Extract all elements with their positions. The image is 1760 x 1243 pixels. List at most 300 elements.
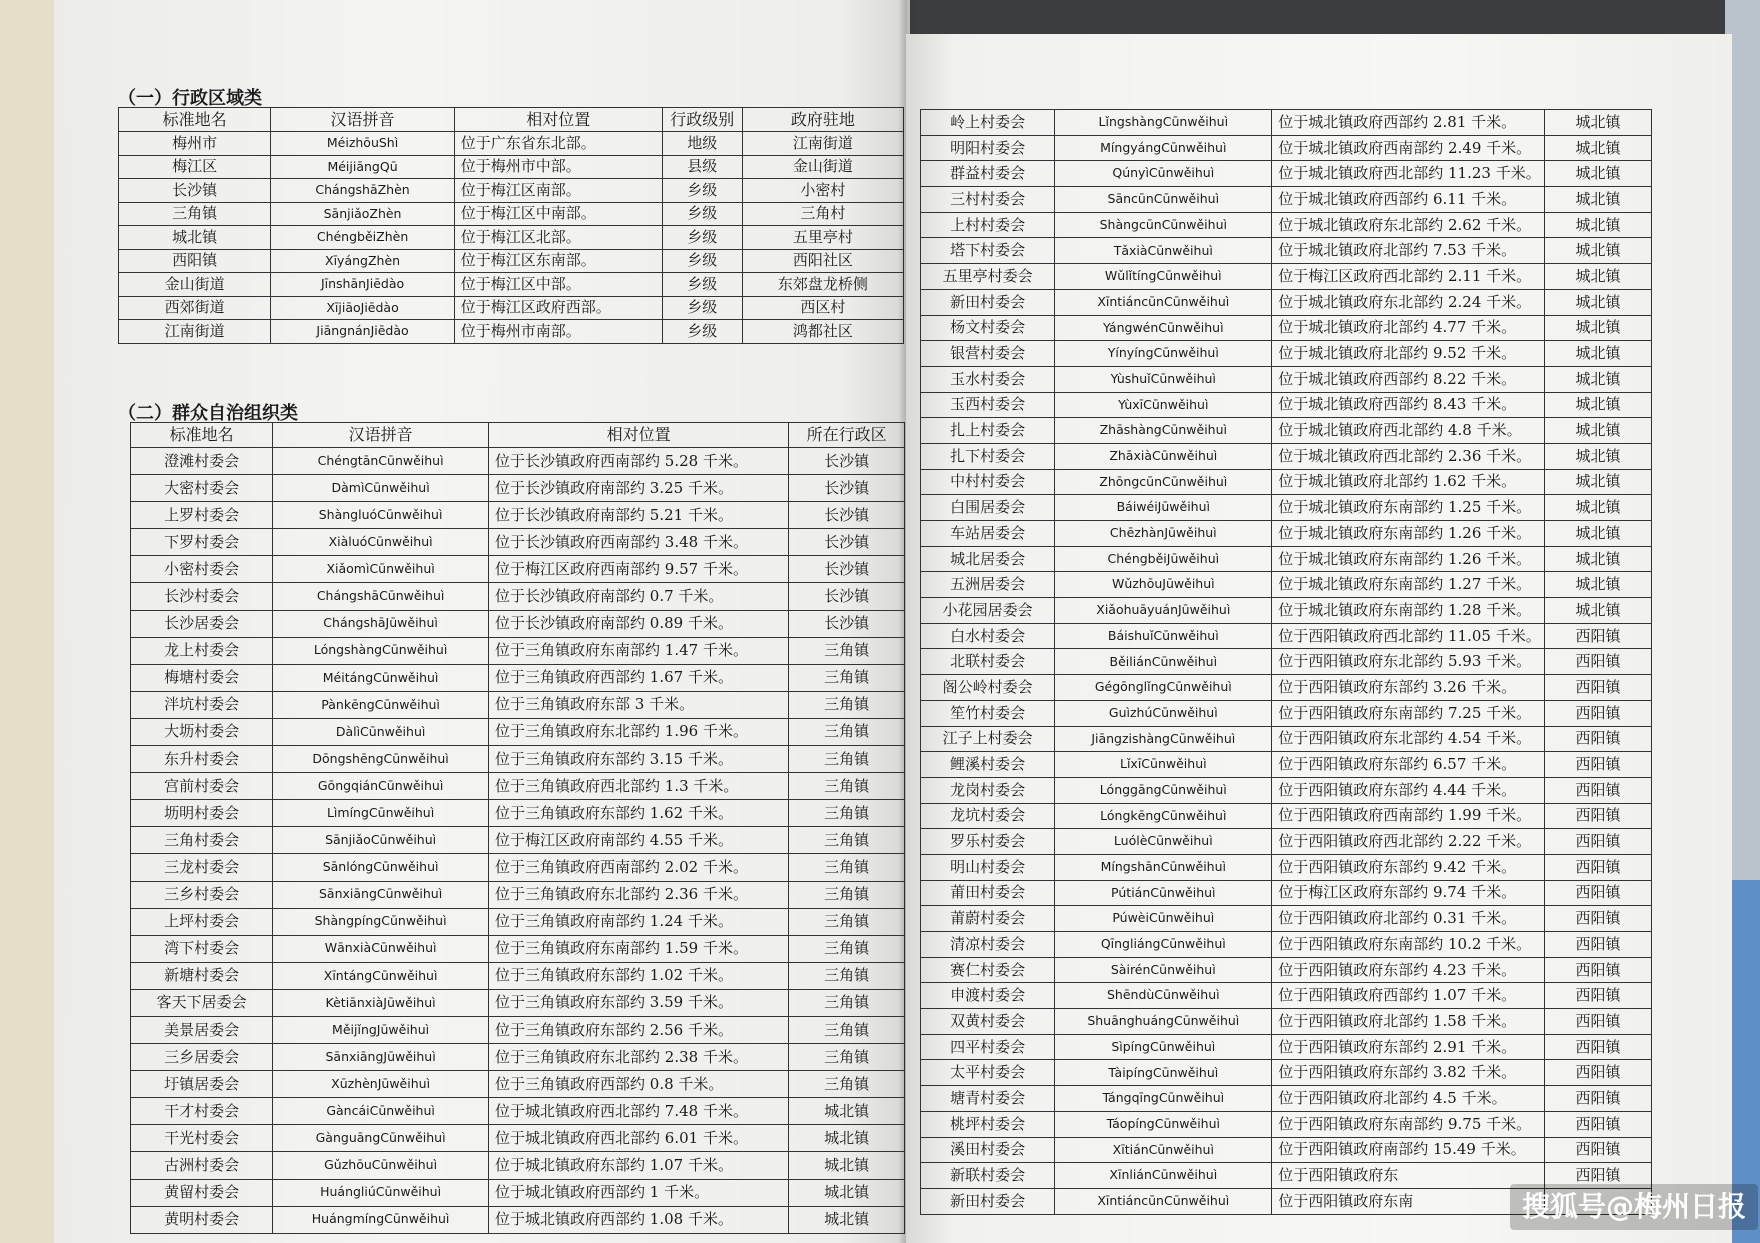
table-cell: 位于梅江区政府东部约 9.74 千米。 bbox=[1272, 880, 1545, 906]
table-cell: SānjiǎoZhèn bbox=[271, 202, 454, 226]
table-cell: 位于西阳镇政府西南部约 1.99 千米。 bbox=[1272, 803, 1545, 829]
table-cell: 位于城北镇政府西南部约 2.49 千米。 bbox=[1272, 135, 1545, 161]
table-cell: 城北镇 bbox=[1545, 366, 1652, 392]
table-cell: TàipíngCūnwěihuì bbox=[1055, 1060, 1272, 1086]
table-row bbox=[921, 829, 1652, 855]
table-cell: TángqīngCūnwěihuì bbox=[1055, 1086, 1272, 1112]
table-cell: 城北镇 bbox=[1545, 495, 1652, 521]
table-cell: 位于长沙镇政府西南部约 3.48 千米。 bbox=[489, 529, 789, 556]
table-cell: LǐngshàngCūnwěihuì bbox=[1055, 110, 1272, 136]
table-row bbox=[921, 1111, 1652, 1137]
table-row bbox=[131, 691, 905, 718]
table-cell: XiǎohuāyuánJūwěihuì bbox=[1055, 598, 1272, 624]
table-cell: 位于城北镇政府东南部约 1.26 千米。 bbox=[1272, 521, 1545, 547]
table-cell: 银营村委会 bbox=[921, 341, 1055, 367]
table-cell: 位于长沙镇政府南部约 0.7 千米。 bbox=[489, 583, 789, 610]
table-cell: 位于城北镇政府西部约 8.22 千米。 bbox=[1272, 366, 1545, 392]
table-cell: 梅江区 bbox=[119, 155, 271, 179]
table-row bbox=[921, 906, 1652, 932]
table-cell: 三角镇 bbox=[119, 202, 271, 226]
table-cell: 位于城北镇政府西北部约 11.23 千米。 bbox=[1272, 161, 1545, 187]
table-cell: 大坜村委会 bbox=[131, 718, 273, 745]
table-cell: 长沙村委会 bbox=[131, 583, 273, 610]
table-cell: 溪田村委会 bbox=[921, 1137, 1055, 1163]
table-cell: TáopíngCūnwěihuì bbox=[1055, 1111, 1272, 1137]
table-cell: 西阳镇 bbox=[1545, 649, 1652, 675]
table-cell: 申渡村委会 bbox=[921, 983, 1055, 1009]
column-header: 相对位置 bbox=[489, 423, 789, 448]
table-row bbox=[921, 777, 1652, 803]
table-cell: 城北镇 bbox=[789, 1206, 905, 1233]
table-cell: 西阳镇 bbox=[1545, 1111, 1652, 1137]
table-row bbox=[119, 226, 904, 250]
table-cell: 西阳镇 bbox=[1545, 1034, 1652, 1060]
table-cell: 城北镇 bbox=[789, 1125, 905, 1152]
table-cell: 三角镇 bbox=[789, 827, 905, 854]
table-cell: 位于西阳镇政府东南部约 7.25 千米。 bbox=[1272, 700, 1545, 726]
table-cell: 位于城北镇政府北部约 9.52 千米。 bbox=[1272, 341, 1545, 367]
table-cell: 龙岗村委会 bbox=[921, 777, 1055, 803]
table-cell: 城北镇 bbox=[1545, 315, 1652, 341]
table-cell: 位于西阳镇政府北部约 1.58 千米。 bbox=[1272, 1009, 1545, 1035]
table-cell: 五洲居委会 bbox=[921, 572, 1055, 598]
table-cell: 位于城北镇政府东北部约 2.24 千米。 bbox=[1272, 289, 1545, 315]
table-cell: 西阳镇 bbox=[1545, 700, 1652, 726]
table-row bbox=[921, 315, 1652, 341]
table-row bbox=[921, 546, 1652, 572]
table-cell: ChéngtānCūnwěihuì bbox=[273, 448, 489, 475]
table-cell: 上坪村委会 bbox=[131, 908, 273, 935]
table-row bbox=[119, 179, 904, 203]
table-cell: 位于城北镇政府西部约 2.81 千米。 bbox=[1272, 110, 1545, 136]
table-cell: LìmíngCūnwěihuì bbox=[273, 800, 489, 827]
table-cell: 位于西阳镇政府南部约 15.49 千米。 bbox=[1272, 1137, 1545, 1163]
table-cell: 三角镇 bbox=[789, 691, 905, 718]
table-cell: DōngshēngCūnwěihuì bbox=[273, 746, 489, 773]
table-cell: 位于三角镇政府东部约 3.15 千米。 bbox=[489, 746, 789, 773]
table-row bbox=[131, 1125, 905, 1152]
table-row bbox=[921, 572, 1652, 598]
table-cell: LóngkēngCūnwěihuì bbox=[1055, 803, 1272, 829]
table-cell: 位于三角镇政府东部约 1.62 千米。 bbox=[489, 800, 789, 827]
table-cell: 位于城北镇政府北部约 1.62 千米。 bbox=[1272, 469, 1545, 495]
table-cell: 位于城北镇政府西北部约 4.8 千米。 bbox=[1272, 418, 1545, 444]
table-cell: YínyíngCūnwěihuì bbox=[1055, 341, 1272, 367]
table-cell: 莆田村委会 bbox=[921, 880, 1055, 906]
table-cell: 双黄村委会 bbox=[921, 1009, 1055, 1035]
table-row bbox=[921, 1009, 1652, 1035]
table-cell: 位于西阳镇政府东部约 9.42 千米。 bbox=[1272, 854, 1545, 880]
table-cell: MěijǐngJūwěihuì bbox=[273, 1016, 489, 1043]
table-cell: 上罗村委会 bbox=[131, 502, 273, 529]
table-cell: 位于西阳镇政府北部约 4.5 千米。 bbox=[1272, 1086, 1545, 1112]
table-cell: 莆蔚村委会 bbox=[921, 906, 1055, 932]
table-cell: MéitángCūnwěihuì bbox=[273, 664, 489, 691]
table-cell: 西阳镇 bbox=[119, 249, 271, 273]
table-cell: XūzhènJūwěihuì bbox=[273, 1071, 489, 1098]
table-cell: JiāngzishàngCūnwěihuì bbox=[1055, 726, 1272, 752]
table-cell: XīntiáncūnCūnwěihuì bbox=[1055, 1188, 1272, 1214]
table-cell: SìpíngCūnwěihuì bbox=[1055, 1034, 1272, 1060]
table-row bbox=[131, 881, 905, 908]
table-cell: 北联村委会 bbox=[921, 649, 1055, 675]
table-cell: 位于城北镇政府西北部约 2.36 千米。 bbox=[1272, 443, 1545, 469]
table-cell: 位于西阳镇政府西部约 1.07 千米。 bbox=[1272, 983, 1545, 1009]
table-cell: 位于西阳镇政府东南 bbox=[1272, 1188, 1545, 1214]
table-cell: 西阳镇 bbox=[1545, 726, 1652, 752]
table-cell: 位于城北镇政府西部约 6.11 千米。 bbox=[1272, 187, 1545, 213]
table-cell: 车站居委会 bbox=[921, 521, 1055, 547]
table-cell: 江南街道 bbox=[742, 132, 903, 156]
table-row bbox=[131, 935, 905, 962]
table-cell: ChángshāZhèn bbox=[271, 179, 454, 203]
table-cell: SàirénCūnwěihuì bbox=[1055, 957, 1272, 983]
table-cell: 长沙镇 bbox=[119, 179, 271, 203]
table-cell: MíngshānCūnwěihuì bbox=[1055, 854, 1272, 880]
table-cell: 位于西阳镇政府东部约 4.44 千米。 bbox=[1272, 777, 1545, 803]
table-row bbox=[131, 854, 905, 881]
table-cell: 西阳镇 bbox=[1545, 1009, 1652, 1035]
table-row bbox=[921, 238, 1652, 264]
table-cell: 长沙镇 bbox=[789, 583, 905, 610]
table-cell: 长沙镇 bbox=[789, 502, 905, 529]
table-cell: 位于西阳镇政府西北部约 2.22 千米。 bbox=[1272, 829, 1545, 855]
table-row bbox=[131, 1179, 905, 1206]
table-cell: 三角镇 bbox=[789, 908, 905, 935]
table-cell: 城北镇 bbox=[1545, 135, 1652, 161]
table-cell: 干光村委会 bbox=[131, 1125, 273, 1152]
table-cell: 位于三角镇政府东部约 2.56 千米。 bbox=[489, 1016, 789, 1043]
table-row bbox=[131, 1071, 905, 1098]
table-cell: 四平村委会 bbox=[921, 1034, 1055, 1060]
table-cell: ChēzhànJūwěihuì bbox=[1055, 521, 1272, 547]
table-cell: 三角镇 bbox=[789, 800, 905, 827]
table-cell: 宫前村委会 bbox=[131, 773, 273, 800]
table-cell: 西阳镇 bbox=[1545, 623, 1652, 649]
table-row bbox=[921, 1034, 1652, 1060]
table-cell: WǔzhōuJūwěihuì bbox=[1055, 572, 1272, 598]
table-cell: GàncáiCūnwěihuì bbox=[273, 1098, 489, 1125]
table-cell: 鸿都社区 bbox=[742, 320, 903, 344]
table-row bbox=[131, 448, 905, 475]
table-cell: 位于城北镇政府西部约 8.43 千米。 bbox=[1272, 392, 1545, 418]
table-cell: 西阳镇 bbox=[1545, 777, 1652, 803]
table-cell: 五里亭村 bbox=[742, 226, 903, 250]
table-cell: 扎上村委会 bbox=[921, 418, 1055, 444]
table-row bbox=[921, 803, 1652, 829]
table-cell: 干才村委会 bbox=[131, 1098, 273, 1125]
table-cell: 西郊街道 bbox=[119, 296, 271, 320]
table-cell: 美景居委会 bbox=[131, 1016, 273, 1043]
table-cell: 三角镇 bbox=[789, 1071, 905, 1098]
table-cell: BáishuǐCūnwěihuì bbox=[1055, 623, 1272, 649]
table-cell: 三角村委会 bbox=[131, 827, 273, 854]
table-cell: 乡级 bbox=[662, 320, 742, 344]
table-cell: PànkēngCūnwěihuì bbox=[273, 691, 489, 718]
table-cell: 位于梅江区政府西部。 bbox=[454, 296, 662, 320]
table-cell: 梅塘村委会 bbox=[131, 664, 273, 691]
table-cell: ShàngpíngCūnwěihuì bbox=[273, 908, 489, 935]
table-cell: 城北镇 bbox=[1545, 443, 1652, 469]
table-cell: 城北镇 bbox=[1545, 598, 1652, 624]
table-cell: 位于西阳镇政府东北部约 5.93 千米。 bbox=[1272, 649, 1545, 675]
table-cell: 位于三角镇政府东南部约 1.47 千米。 bbox=[489, 637, 789, 664]
table-cell: ZhāxiàCūnwěihuì bbox=[1055, 443, 1272, 469]
table-cell: SānlóngCūnwěihuì bbox=[273, 854, 489, 881]
table-cell: 位于三角镇政府南部约 1.24 千米。 bbox=[489, 908, 789, 935]
table-row bbox=[921, 289, 1652, 315]
table-cell: 位于西阳镇政府东 bbox=[1272, 1163, 1545, 1189]
table-cell: 中村村委会 bbox=[921, 469, 1055, 495]
table-cell: 三角镇 bbox=[789, 962, 905, 989]
table-cell: SāncūnCūnwěihuì bbox=[1055, 187, 1272, 213]
section2-heading: （二）群众自治组织类 bbox=[118, 403, 298, 424]
table-cell: 位于城北镇政府西北部约 7.48 千米。 bbox=[489, 1098, 789, 1125]
table-cell: 三龙村委会 bbox=[131, 854, 273, 881]
table-cell: 塔下村委会 bbox=[921, 238, 1055, 264]
table-cell: 西阳镇 bbox=[1545, 675, 1652, 701]
table-row bbox=[921, 366, 1652, 392]
column-header: 所在行政区 bbox=[789, 423, 905, 448]
table-cell: 位于城北镇政府西部约 1.08 千米。 bbox=[489, 1206, 789, 1233]
table-row bbox=[921, 161, 1652, 187]
table-cell: 城北镇 bbox=[789, 1098, 905, 1125]
table-cell: 位于西阳镇政府东部约 3.26 千米。 bbox=[1272, 675, 1545, 701]
table-row bbox=[131, 908, 905, 935]
table-cell: LǐxīCūnwěihuì bbox=[1055, 752, 1272, 778]
table-cell: 新塘村委会 bbox=[131, 962, 273, 989]
table-cell: 西区村 bbox=[742, 296, 903, 320]
table-cell: TǎxiàCūnwěihuì bbox=[1055, 238, 1272, 264]
table-cell: GégōnglǐngCūnwěihuì bbox=[1055, 675, 1272, 701]
table-row bbox=[131, 556, 905, 583]
table-cell: GuìzhúCūnwěihuì bbox=[1055, 700, 1272, 726]
table-cell: XītiánCūnwěihuì bbox=[1055, 1137, 1272, 1163]
table-cell: 位于三角镇政府东部 3 千米。 bbox=[489, 691, 789, 718]
table-row bbox=[119, 296, 904, 320]
table-cell: 桃坪村委会 bbox=[921, 1111, 1055, 1137]
table-cell: 城北镇 bbox=[1545, 392, 1652, 418]
table-cell: 三角镇 bbox=[789, 637, 905, 664]
table-cell: 新联村委会 bbox=[921, 1163, 1055, 1189]
table-cell: BáiwéiJūwěihuì bbox=[1055, 495, 1272, 521]
column-header: 行政级别 bbox=[662, 108, 742, 132]
table-cell: 新田村委会 bbox=[921, 1188, 1055, 1214]
table-row bbox=[131, 800, 905, 827]
table-cell: 位于三角镇政府东北部约 2.38 千米。 bbox=[489, 1044, 789, 1071]
table-cell: 城北镇 bbox=[1545, 521, 1652, 547]
table-cell: 鲤溪村委会 bbox=[921, 752, 1055, 778]
table-cell: 龙上村委会 bbox=[131, 637, 273, 664]
table-header-row bbox=[131, 423, 905, 448]
table-cell: 黄留村委会 bbox=[131, 1179, 273, 1206]
table-cell: 位于西阳镇政府北部约 0.31 千米。 bbox=[1272, 906, 1545, 932]
table-cell: 位于三角镇政府东北部约 1.96 千米。 bbox=[489, 718, 789, 745]
table-row bbox=[921, 264, 1652, 290]
table-cell: YùshuǐCūnwěihuì bbox=[1055, 366, 1272, 392]
table-cell: 西阳镇 bbox=[1545, 829, 1652, 855]
table-cell: 圩镇居委会 bbox=[131, 1071, 273, 1098]
table-cell: LónggāngCūnwěihuì bbox=[1055, 777, 1272, 803]
table-row bbox=[131, 502, 905, 529]
table-cell: 梅州市 bbox=[119, 132, 271, 156]
table-cell: 杨文村委会 bbox=[921, 315, 1055, 341]
table-cell: DàlìCūnwěihuì bbox=[273, 718, 489, 745]
table-cell: SānxiāngJūwěihuì bbox=[273, 1044, 489, 1071]
table-cell: 城北镇 bbox=[1545, 187, 1652, 213]
table-cell: 长沙镇 bbox=[789, 529, 905, 556]
table-cell: 西阳镇 bbox=[1545, 1163, 1652, 1189]
table-row bbox=[131, 989, 905, 1016]
table-cell: 位于三角镇政府西部约 0.8 千米。 bbox=[489, 1071, 789, 1098]
table-cell: 城北镇 bbox=[1545, 264, 1652, 290]
table-cell: 西阳镇 bbox=[1545, 854, 1652, 880]
table-cell: 位于西阳镇政府东南部约 9.75 千米。 bbox=[1272, 1111, 1545, 1137]
table-cell: 位于城北镇政府东部约 1.07 千米。 bbox=[489, 1152, 789, 1179]
table-row bbox=[921, 495, 1652, 521]
book-cover-left bbox=[0, 0, 58, 1243]
table-cell: 位于城北镇政府东南部约 1.25 千米。 bbox=[1272, 495, 1545, 521]
table-cell: MíngyángCūnwěihuì bbox=[1055, 135, 1272, 161]
table-cell: 金山街道 bbox=[742, 155, 903, 179]
table-cell: 三角镇 bbox=[789, 989, 905, 1016]
table-cell: 乡级 bbox=[662, 273, 742, 297]
table-cell: 泮坑村委会 bbox=[131, 691, 273, 718]
table-row bbox=[921, 675, 1652, 701]
table-cell: ChéngběiJūwěihuì bbox=[1055, 546, 1272, 572]
table-cell: 乡级 bbox=[662, 296, 742, 320]
table-cell: 城北镇 bbox=[1545, 110, 1652, 136]
table-row bbox=[119, 202, 904, 226]
column-header: 政府驻地 bbox=[742, 108, 903, 132]
table-cell: 城北镇 bbox=[1545, 469, 1652, 495]
table-row bbox=[921, 1060, 1652, 1086]
table-cell: 三乡居委会 bbox=[131, 1044, 273, 1071]
table-cell: 乡级 bbox=[662, 226, 742, 250]
table-cell: 位于梅江区中部。 bbox=[454, 273, 662, 297]
table-cell: 位于城北镇政府东南部约 1.26 千米。 bbox=[1272, 546, 1545, 572]
table-cell: 三角镇 bbox=[789, 664, 905, 691]
table-cell: 位于三角镇政府东南部约 1.59 千米。 bbox=[489, 935, 789, 962]
table-row bbox=[921, 187, 1652, 213]
table-cell: ZhōngcūnCūnwěihuì bbox=[1055, 469, 1272, 495]
table-row bbox=[131, 1044, 905, 1071]
table-cell: 位于城北镇政府东南部约 1.28 千米。 bbox=[1272, 598, 1545, 624]
table-cell: 位于城北镇政府东南部约 1.27 千米。 bbox=[1272, 572, 1545, 598]
autonomous-org-table bbox=[130, 422, 905, 1234]
table-cell: 西阳镇 bbox=[1545, 1137, 1652, 1163]
table-cell: 阁公岭村委会 bbox=[921, 675, 1055, 701]
table-cell: ChángshāCūnwěihuì bbox=[273, 583, 489, 610]
table-cell: 明山村委会 bbox=[921, 854, 1055, 880]
table-row bbox=[921, 1086, 1652, 1112]
table-cell: MéizhōuShì bbox=[271, 132, 454, 156]
right-page bbox=[906, 34, 1732, 1243]
autonomous-org-table-continued bbox=[920, 109, 1652, 1215]
table-row bbox=[131, 475, 905, 502]
table-cell: 太平村委会 bbox=[921, 1060, 1055, 1086]
table-cell: ShēndùCūnwěihuì bbox=[1055, 983, 1272, 1009]
table-cell: 金山街道 bbox=[119, 273, 271, 297]
table-cell: 长沙居委会 bbox=[131, 610, 273, 637]
table-row bbox=[131, 1016, 905, 1043]
table-cell: 位于城北镇政府北部约 4.77 千米。 bbox=[1272, 315, 1545, 341]
table-cell: 位于三角镇政府西部约 1.67 千米。 bbox=[489, 664, 789, 691]
table-cell: 地级 bbox=[662, 132, 742, 156]
table-cell: 三角镇 bbox=[789, 773, 905, 800]
column-header: 标准地名 bbox=[131, 423, 273, 448]
table-cell: 西阳镇 bbox=[1545, 1060, 1652, 1086]
table-cell: 岭上村委会 bbox=[921, 110, 1055, 136]
table-cell: 黄明村委会 bbox=[131, 1206, 273, 1233]
table-header-row bbox=[119, 108, 904, 132]
table-row bbox=[921, 700, 1652, 726]
section1-heading: （一）行政区域类 bbox=[118, 88, 262, 109]
table-cell: 长沙镇 bbox=[789, 475, 905, 502]
table-row bbox=[921, 443, 1652, 469]
table-cell: 位于西阳镇政府东北部约 4.54 千米。 bbox=[1272, 726, 1545, 752]
table-cell: 位于长沙镇政府南部约 5.21 千米。 bbox=[489, 502, 789, 529]
table-cell: ShuānghuángCūnwěihuì bbox=[1055, 1009, 1272, 1035]
table-cell: 西阳镇 bbox=[1545, 983, 1652, 1009]
table-cell: 位于梅江区北部。 bbox=[454, 226, 662, 250]
table-cell: 客天下居委会 bbox=[131, 989, 273, 1016]
table-row bbox=[131, 746, 905, 773]
table-cell: 位于长沙镇政府南部约 0.89 千米。 bbox=[489, 610, 789, 637]
table-cell: SānjiǎoCūnwěihuì bbox=[273, 827, 489, 854]
table-cell: 长沙镇 bbox=[789, 556, 905, 583]
table-cell: 三乡村委会 bbox=[131, 881, 273, 908]
table-cell: 位于西阳镇政府东部约 6.57 千米。 bbox=[1272, 752, 1545, 778]
table-cell: 西阳镇 bbox=[1545, 803, 1652, 829]
table-cell: MéijiāngQū bbox=[271, 155, 454, 179]
table-cell: GǔzhōuCūnwěihuì bbox=[273, 1152, 489, 1179]
table-cell: 古洲村委会 bbox=[131, 1152, 273, 1179]
table-cell: 明阳村委会 bbox=[921, 135, 1055, 161]
table-cell: 城北镇 bbox=[789, 1152, 905, 1179]
table-cell: WǔlǐtíngCūnwěihuì bbox=[1055, 264, 1272, 290]
table-cell: 西阳镇 bbox=[1545, 1086, 1652, 1112]
table-cell: QúnyìCūnwěihuì bbox=[1055, 161, 1272, 187]
table-cell: 乡级 bbox=[662, 179, 742, 203]
table-cell: 江南街道 bbox=[119, 320, 271, 344]
table-cell: PúwèiCūnwěihuì bbox=[1055, 906, 1272, 932]
table-row bbox=[921, 598, 1652, 624]
table-cell: YángwénCūnwěihuì bbox=[1055, 315, 1272, 341]
table-cell: 位于三角镇政府东部约 3.59 千米。 bbox=[489, 989, 789, 1016]
table-cell: 西阳镇 bbox=[1545, 906, 1652, 932]
table-cell: 江子上村委会 bbox=[921, 726, 1055, 752]
table-cell: 位于西阳镇政府东部约 4.23 千米。 bbox=[1272, 957, 1545, 983]
table-cell: 西阳镇 bbox=[1545, 752, 1652, 778]
table-cell: 清凉村委会 bbox=[921, 932, 1055, 958]
table-row bbox=[921, 649, 1652, 675]
table-row bbox=[119, 320, 904, 344]
table-cell: 位于三角镇政府西南部约 2.02 千米。 bbox=[489, 854, 789, 881]
table-row bbox=[131, 637, 905, 664]
table-cell: GànguāngCūnwěihuì bbox=[273, 1125, 489, 1152]
table-cell: GōngqiánCūnwěihuì bbox=[273, 773, 489, 800]
table-cell: 龙坑村委会 bbox=[921, 803, 1055, 829]
table-cell: 三村村委会 bbox=[921, 187, 1055, 213]
table-row bbox=[921, 110, 1652, 136]
table-cell: 城北镇 bbox=[1545, 212, 1652, 238]
table-cell: 城北镇 bbox=[1545, 546, 1652, 572]
table-cell: 玉西村委会 bbox=[921, 392, 1055, 418]
table-row bbox=[119, 249, 904, 273]
table-cell: 位于城北镇政府西部约 1 千米。 bbox=[489, 1179, 789, 1206]
table-cell: 县级 bbox=[662, 155, 742, 179]
